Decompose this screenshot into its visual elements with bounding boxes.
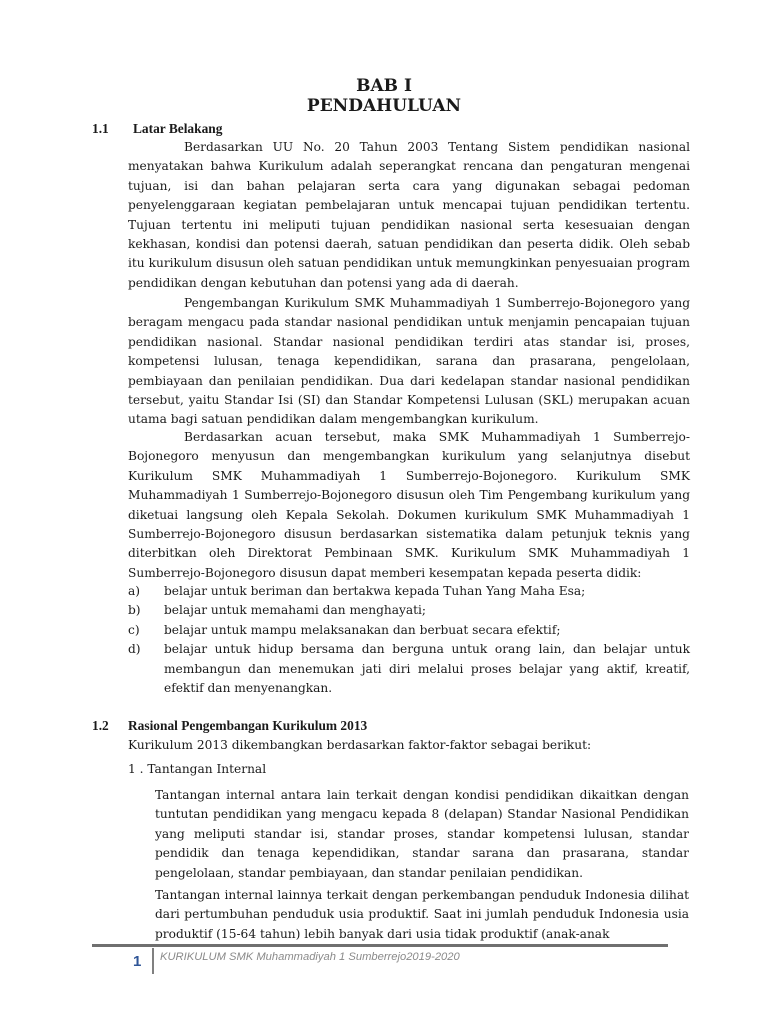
list-item-text: belajar untuk mampu melaksanakan dan berbuat secara efektif; bbox=[164, 622, 561, 637]
list-marker: a) bbox=[128, 584, 141, 598]
chapter-label: BAB I bbox=[356, 76, 412, 96]
section-2-paragraph-1: Tantangan internal antara lain terkait dengan kondisi pendidikan dikaitkan dengan tuntutan pendidikan yang mengacu kepada 8 (delapan) Standar Nasional Pendidikan yang meliputi standar isi, standar proses, standar kompetensi lulusan, standar pendidik dan tenaga kependidikan, standar sarana dan prasarana, standar pengelolaan, standar pembiayaan, dan standar penilaian pendidikan. bbox=[155, 788, 689, 880]
section-2-intro: Kurikulum 2013 dikembangkan berdasarkan faktor-faktor sebagai berikut: bbox=[128, 738, 592, 752]
list-marker: c) bbox=[128, 622, 140, 637]
learning-goals-list bbox=[128, 582, 690, 698]
list-item bbox=[128, 621, 690, 640]
footer-title: KURIKULUM SMK Muhammadiyah 1 Sumberrejo2019-2020 bbox=[160, 951, 460, 963]
section-2-paragraph-2: Tantangan internal lainnya terkait dengan perkembangan penduduk Indonesia dilihat dari pertumbuhan penduduk usia produktif. Saat ini jumlah penduduk Indonesia usia produktif (15-64 tahun) lebih banyak dari usia tidak produktif (anak-anak bbox=[155, 888, 689, 941]
page-number: 1 bbox=[133, 953, 142, 970]
list-item bbox=[128, 640, 690, 698]
section-1-paragraph-3: Berdasarkan acuan tersebut, maka SMK Muhammadiyah 1 Sumberrejo-Bojonegoro menyusun dan mengembangkan kurikulum yang selanjutnya disebut Kurikulum SMK Muhammadiyah 1 Sumberrejo-Bojonegoro. Kurikulum SMK Muhammadiyah 1 Sumberrejo-Bojonegoro disusun oleh Tim Pengembang kurikulum yang diketuai langsung oleh Kepala Sekolah. Dokumen kurikulum SMK Muhammadiyah 1 Sumberrejo-Bojonegoro disusun berdasarkan sistematika dalam petunjuk teknis yang diterbitkan oleh Direktorat Pembinaan SMK. Kurikulum SMK Muhammadiyah 1 Sumberrejo-Bojonegoro disusun dapat memberi kesempatan kepada peserta didik: bbox=[128, 430, 690, 580]
footer-rule bbox=[92, 944, 668, 947]
section-1-paragraph-2: Pengembangan Kurikulum SMK Muhammadiyah 1 Sumberrejo-Bojonegoro yang beragam mengacu pada standar nasional pendidikan untuk menjamin pencapaian tujuan pendidikan nasional. Standar nasional pendidikan terdiri atas standar isi, proses, kompetensi lulusan, tenaga kependidikan, sarana dan prasarana, pengelolaan, pembiayaan dan penilaian pendidikan. Dua dari kedelapan standar nasional pendidikan tersebut, yaitu Standar Isi (SI) dan Standar Kompetensi Lulusan (SKL) merupakan acuan utama bagi satuan pendidikan dalam mengembangkan kurikulum. bbox=[128, 296, 690, 427]
list-marker: d) bbox=[128, 642, 141, 657]
footer-separator bbox=[152, 948, 154, 974]
list-item-text: belajar untuk hidup bersama dan berguna untuk orang lain, dan belajar untuk membangun dan menemukan jati diri melalui proses belajar yang aktif, kreatif, efektif dan menyenangkan. bbox=[164, 642, 690, 696]
list-item bbox=[128, 582, 690, 601]
section-2-title: Rasional Pengembangan Kurikulum 2013 bbox=[128, 718, 368, 733]
list-item-text: belajar untuk beriman dan bertakwa kepada Tuhan Yang Maha Esa; bbox=[164, 584, 586, 598]
section-1-title: Latar Belakang bbox=[133, 121, 223, 136]
chapter-title: PENDAHULUAN bbox=[306, 96, 462, 116]
section-1-number: 1.1 bbox=[92, 121, 109, 136]
subsection-internal-challenge: 1 . Tantangan Internal bbox=[128, 762, 267, 776]
list-marker: b) bbox=[128, 603, 141, 618]
list-item bbox=[128, 601, 690, 620]
section-2-number: 1.2 bbox=[92, 718, 109, 733]
section-1-paragraph-1: Berdasarkan UU No. 20 Tahun 2003 Tentang Sistem pendidikan nasional menyatakan bahwa Kurikulum adalah seperangkat rencana dan pengaturan mengenai tujuan, isi dan bahan pelajaran serta cara yang digunakan sebagai pedoman penyelenggaraan kegiatan pembelajaran untuk mencapai tujuan pendidikan tertentu. Tujuan tertentu ini meliputi tujuan pendidikan nasional serta kesesuaian dengan kekhasan, kondisi dan potensi daerah, satuan pendidikan dan peserta didik. Oleh sebab itu kurikulum disusun oleh satuan pendidikan untuk memungkinkan penyesuaian program pendidikan dengan kebutuhan dan potensi yang ada di daerah. bbox=[128, 140, 690, 290]
list-item-text: belajar untuk memahami dan menghayati; bbox=[164, 603, 427, 618]
